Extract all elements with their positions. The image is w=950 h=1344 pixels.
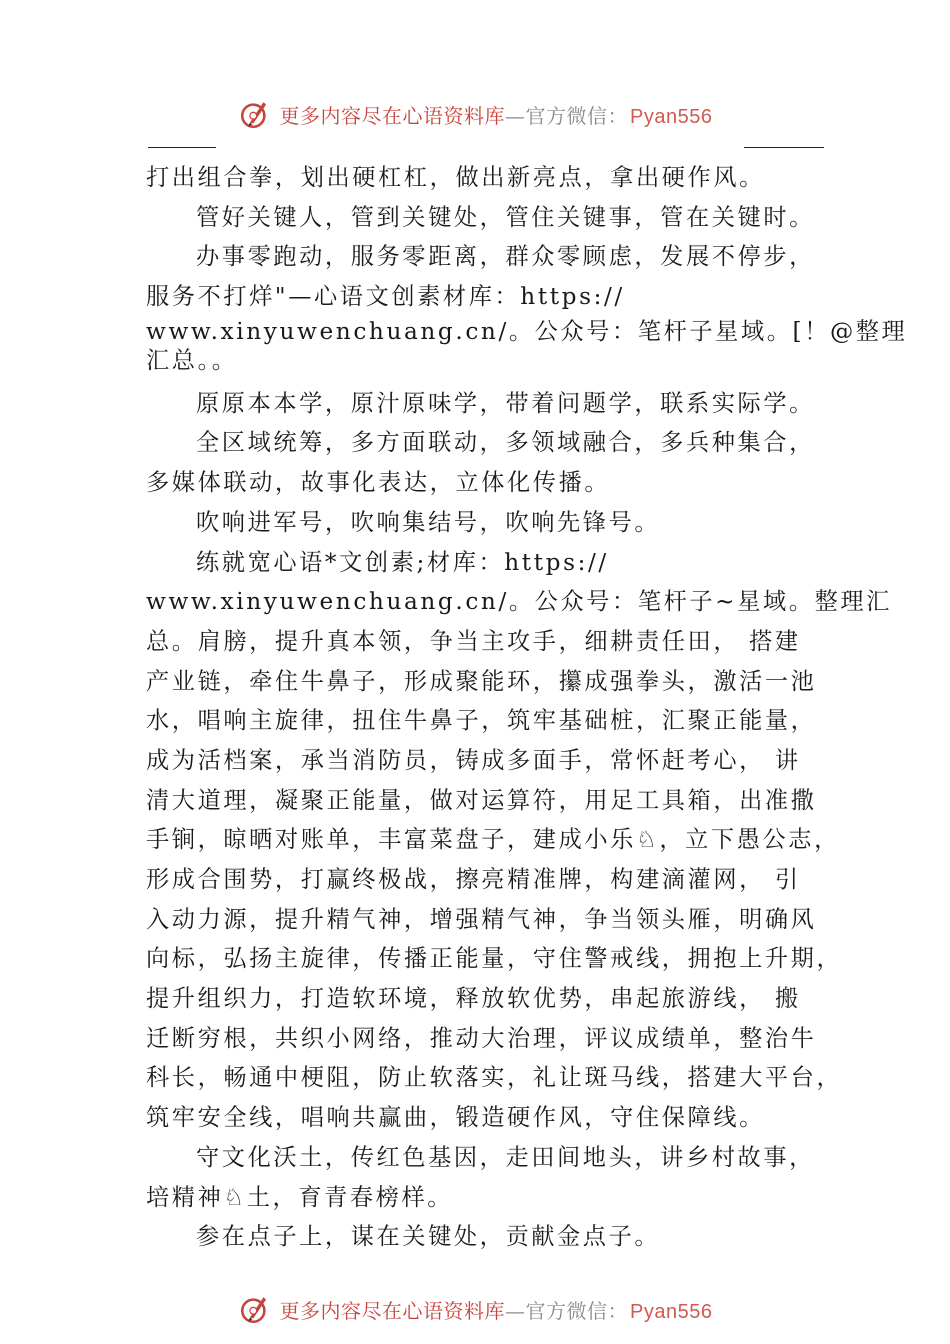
banner-dash: — (505, 1298, 526, 1323)
text-line: 迁断穷根，共织小网络，推动大治理，评议成绩单，整治牛 (146, 1024, 817, 1052)
text-line: 提升组织力，打造软环境，释放软优势，串起旅游线， 搬 (146, 985, 801, 1013)
text-line: 水，唱响主旋律，扭住牛鼻子，筑牢基础桩，汇聚正能量， (146, 707, 817, 735)
text-line: 清大道理，凝聚正能量，做对运算符，用足工具箱，出准撒 (146, 786, 817, 814)
document-body (146, 158, 908, 1257)
text-line: 科长，畅通中梗阻，防止软落实，礼让斑马线，搭建大平台， (146, 1064, 843, 1092)
text-line: 多媒体联动，故事化表达，立体化传播。 (146, 469, 611, 497)
paragraph-1 (146, 158, 836, 198)
banner-inner (238, 97, 713, 131)
text-line: www.xinyuwenchuang.cn/。公众号：笔杆子星域。[！@整理 (146, 317, 908, 345)
text-line: 打出组合拳，划出硬杠杠，做出新亮点，拿出硬作风。 (146, 164, 765, 191)
text-line: 向标，弘扬主旋律，传播正能量，守住警戒线，拥抱上升期， (146, 945, 843, 973)
text-line: 成为活档案，承当消防员，铸成多面手，常怀赶考心， 讲 (146, 746, 801, 774)
banner-text (280, 1295, 713, 1324)
text-line: 手锏，晾晒对账单，丰富菜盘子，建成小乐♘，立下愚公志， (146, 826, 840, 854)
text-line: 原原本本学，原汁原味学，带着问题学，联系实际学。 (196, 389, 815, 417)
text-line: 参在点子上，谋在关键处，贡献金点子。 (196, 1223, 661, 1251)
footer-banner (0, 1289, 950, 1329)
banner-wechat-id: Pyan556 (630, 105, 713, 128)
text-line: www.xinyuwenchuang.cn/。公众号：笔杆子~星域。整理汇 (146, 588, 892, 616)
banner-wechat-id: Pyan556 (630, 1300, 713, 1323)
quill-logo-icon (238, 97, 272, 131)
banner-dash: — (505, 103, 526, 128)
paragraph-3 (146, 237, 908, 374)
paragraph-9 (146, 1217, 836, 1257)
text-line: 守文化沃土，传红色基因，走田间地头，讲乡村故事， (196, 1143, 815, 1171)
quill-logo-icon (238, 1292, 272, 1326)
text-line: 产业链，牵住牛鼻子，形成聚能环，攥成强拳头，激活一池 (146, 667, 817, 695)
paragraph-5 (146, 423, 836, 502)
paragraph-8 (146, 1138, 836, 1217)
banner-inner (238, 1292, 713, 1326)
banner-text (280, 100, 713, 129)
text-line: 汇总。。 (146, 346, 238, 374)
text-line: 办事零跑动，服务零距离，群众零顾虑，发展不停步， (196, 243, 815, 271)
banner-wechat-label: 官方微信： (525, 103, 629, 128)
text-line: 管好关键人，管到关键处，管住关键事，管在关键时。 (196, 203, 815, 231)
paragraph-7 (146, 543, 892, 1138)
text-line: 形成合围势，打赢终极战，擦亮精准牌，构建滴灌网， 引 (146, 866, 801, 893)
text-line: 全区域统筹，多方面联动，多领域融合，多兵种集合， (196, 429, 815, 457)
banner-main-text: 更多内容尽在心语资料库 (279, 103, 506, 128)
text-line: 入动力源，提升精气神，增强精气神，争当领头雁，明确风 (146, 905, 817, 933)
header-rule-right (744, 147, 824, 148)
header-rule-left (148, 147, 216, 148)
text-line: 筑牢安全线，唱响共赢曲，锻造硬作风，守住保障线。 (146, 1104, 765, 1132)
banner-main-text: 更多内容尽在心语资料库 (279, 1298, 506, 1323)
text-line: 培精神♘土，育青春榜样。 (146, 1183, 454, 1211)
paragraph-4 (146, 384, 836, 424)
banner-wechat-label: 官方微信： (525, 1298, 629, 1323)
text-line: 总。肩膀，提升真本领，争当主攻手，细耕责任田， 搭建 (146, 627, 801, 655)
paragraph-2 (146, 198, 836, 238)
text-line: 服务不打烊"—心语文创素材库：https:// (146, 283, 625, 311)
header-banner (0, 94, 950, 134)
text-line: 吹响进军号，吹响集结号，吹响先锋号。 (196, 508, 661, 536)
text-line: 练就宽心语*文创素;材库：https:// (196, 548, 609, 576)
paragraph-6 (146, 503, 836, 543)
